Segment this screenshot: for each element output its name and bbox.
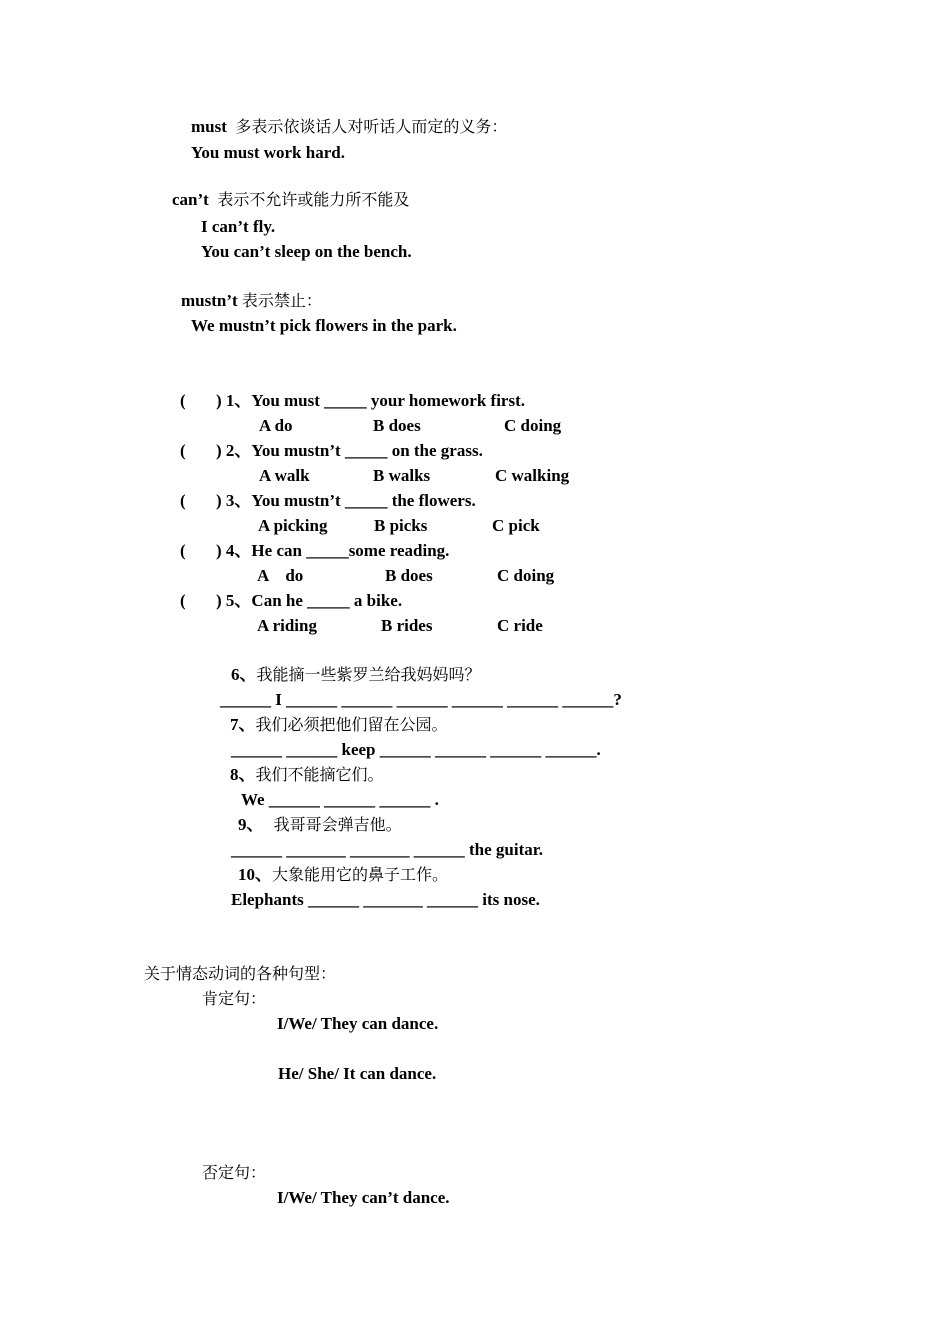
option-c: C walking	[495, 466, 570, 485]
mustnt-description: 表示禁止：	[241, 291, 322, 310]
option-a: A do	[259, 416, 293, 435]
question-stem: You must _____ your homework first.	[251, 391, 525, 410]
question-stem: You mustn’t _____ the flowers.	[251, 491, 476, 510]
question-number: ) 3、	[216, 491, 252, 510]
mustnt-example: We mustn’t pick flowers in the park.	[191, 316, 457, 335]
translate-answer-7: ______ ______ keep ______ ______ ______ ______.	[231, 740, 601, 759]
option-a: A picking	[258, 516, 328, 535]
affirmative-label: 肯定句：	[202, 989, 267, 1008]
question-stem: You mustn’t _____ on the grass.	[251, 441, 483, 460]
option-a: A do	[257, 566, 304, 585]
answer-bracket: (	[180, 541, 186, 560]
must-rule	[191, 116, 507, 138]
answer-bracket: (	[180, 391, 186, 410]
option-b: B does	[385, 566, 433, 585]
chinese-sentence: 我能摘一些紫罗兰给我妈妈吗？	[256, 665, 481, 684]
mustnt-rule	[181, 290, 322, 312]
answer-bracket: (	[180, 591, 186, 610]
choice-question-2	[180, 440, 186, 462]
question-number: 6、	[231, 665, 257, 684]
choice-stem-1	[216, 390, 525, 412]
translate-answer-9: ______ _______ _______ ______ the guitar.	[231, 840, 543, 859]
cant-rule	[172, 189, 409, 211]
chinese-sentence: 我们不能摘它们。	[255, 765, 384, 784]
choice-question-1	[180, 390, 186, 412]
question-number: ) 1、	[216, 391, 252, 410]
question-number: ) 4、	[216, 541, 252, 560]
affirmative-example-1: I/We/ They can dance.	[277, 1014, 439, 1033]
must-description: 多表示依谈话人对听话人而定的义务：	[235, 117, 508, 136]
answer-bracket: (	[180, 441, 186, 460]
chinese-sentence: 我哥哥会弹吉他。	[263, 815, 402, 834]
choice-question-4	[180, 540, 186, 562]
choice-stem-4	[216, 540, 449, 562]
cant-term: can’t	[172, 190, 209, 209]
patterns-heading: 关于情态动词的各种句型：	[144, 964, 337, 983]
option-a: A walk	[259, 466, 310, 485]
question-number: 9、	[238, 815, 264, 834]
choice-question-3	[180, 490, 186, 512]
question-stem: He can _____some reading.	[251, 541, 450, 560]
translate-answer-8: We ______ ______ ______ .	[241, 790, 439, 809]
choice-stem-3	[216, 490, 476, 512]
must-term: must	[191, 117, 227, 136]
question-number: 7、	[230, 715, 256, 734]
cant-example-2: You can’t sleep on the bench.	[201, 242, 412, 261]
question-number: 8、	[230, 765, 256, 784]
chinese-sentence: 大象能用它的鼻子工作。	[272, 865, 449, 884]
option-a: A riding	[257, 616, 317, 635]
negative-example-1: I/We/ They can’t dance.	[277, 1188, 450, 1207]
translate-prompt-9	[238, 814, 402, 836]
option-b: B rides	[381, 616, 433, 635]
translate-prompt-10	[238, 864, 448, 886]
question-stem: Can he _____ a bike.	[251, 591, 403, 610]
option-c: C doing	[504, 416, 562, 435]
question-number: 10、	[238, 865, 272, 884]
chinese-sentence: 我们必须把他们留在公园。	[255, 715, 448, 734]
affirmative-example-2: He/ She/ It can dance.	[278, 1064, 437, 1083]
must-example: You must work hard.	[191, 143, 345, 162]
option-c: C pick	[492, 516, 540, 535]
cant-example-1: I can’t fly.	[201, 217, 276, 236]
option-b: B picks	[374, 516, 428, 535]
question-number: ) 5、	[216, 591, 252, 610]
option-c: C ride	[497, 616, 543, 635]
translate-prompt-8	[230, 764, 384, 786]
negative-label: 否定句：	[202, 1163, 267, 1182]
translate-prompt-6	[231, 664, 481, 686]
option-c: C doing	[497, 566, 555, 585]
option-b: B does	[373, 416, 421, 435]
cant-description: 表示不允许或能力所不能及	[217, 190, 410, 209]
answer-bracket: (	[180, 491, 186, 510]
translate-prompt-7	[230, 714, 448, 736]
mustnt-term: mustn’t	[181, 291, 238, 310]
choice-question-5	[180, 590, 186, 612]
translate-answer-10: Elephants ______ _______ ______ its nose.	[231, 890, 540, 909]
choice-stem-5	[216, 590, 402, 612]
option-b: B walks	[373, 466, 431, 485]
translate-answer-6: ______ I ______ ______ ______ ______ ______ ______?	[220, 690, 622, 709]
question-number: ) 2、	[216, 441, 252, 460]
choice-stem-2	[216, 440, 483, 462]
